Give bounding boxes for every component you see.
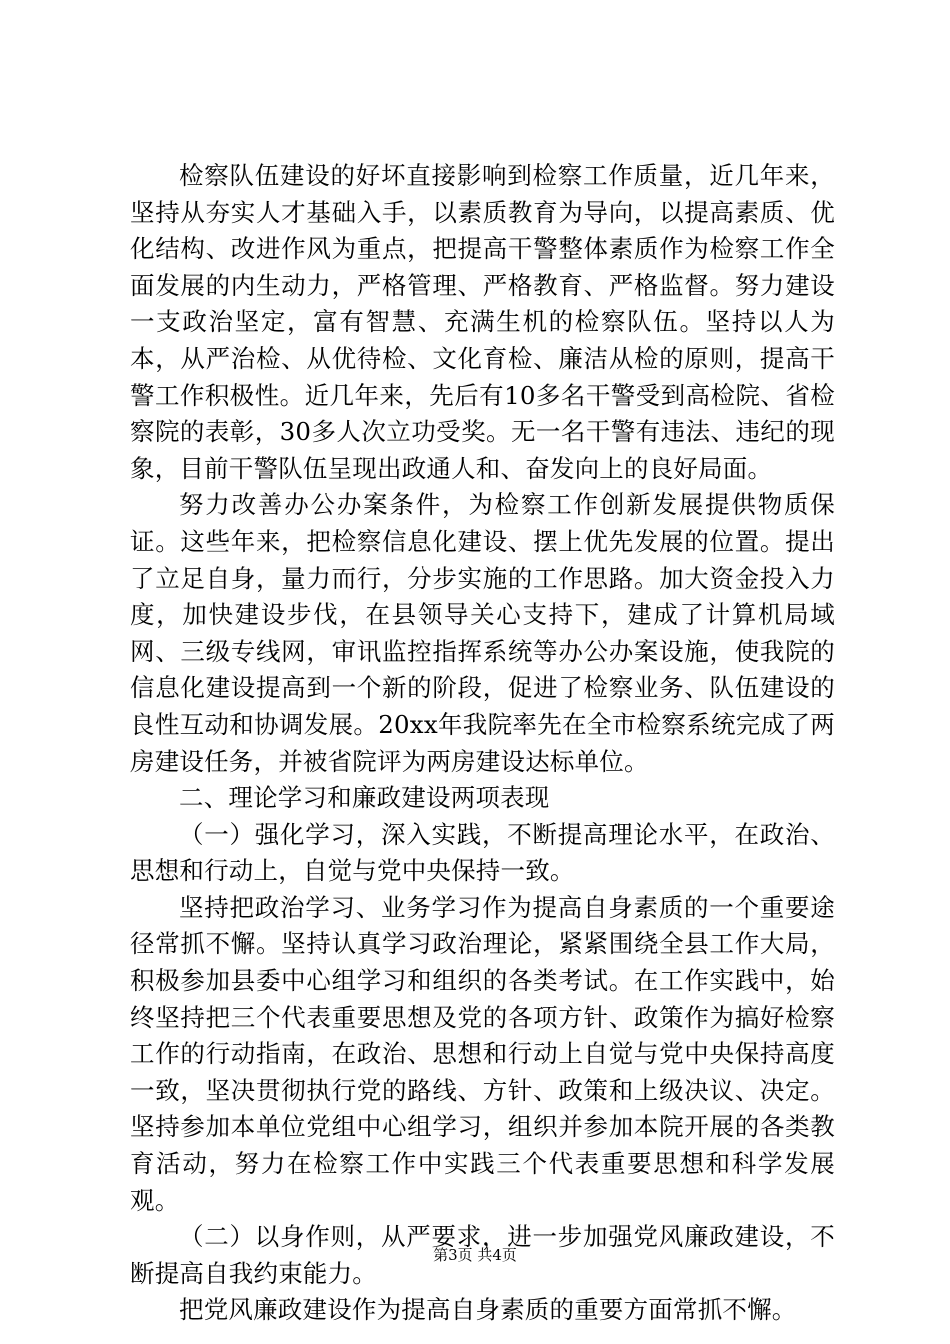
subheading-strengthen-study: （一）强化学习，深入实践，不断提高理论水平，在政治、思想和行动上，自觉与党中央保持一致。 xyxy=(130,819,835,886)
page-footer: 第3页 共4页 xyxy=(433,1246,517,1264)
paragraph-office-conditions: 努力改善办公办案条件，为检察工作创新发展提供物质保证。这些年来，把检察信息化建设、摆上优先发展的位置。提出了立足自身，量力而行，分步实施的工作思路。加大资金投入力度，加快建设步伐，在县领导关心支持下，建成了计算机局域网、三级专线网，审讯监控指挥系统等办公办案设施，使我院的信息化建设提高到一个新的阶段，促进了检察业务、队伍建设的良性互动和协调发展。20xx年我院率先在全市检察系统完成了两房建设任务，并被省院评为两房建设达标单位。 xyxy=(130,490,835,776)
subheading-lead-by-example: （二）以身作则，从严要求，进一步加强党风廉政建设，不断提高自我约束能力。 xyxy=(130,1222,835,1288)
paragraph-team-building: 检察队伍建设的好坏直接影响到检察工作质量，近几年来，坚持从夯实人才基础入手，以素质教育为导向，以提高素质、优化结构、改进作风为重点，把提高干警整体素质作为检察工作全面发展的内生动力，严格管理、严格教育、严格监督。努力建设一支政治坚定，富有智慧、充满生机的检察队伍。坚持以人为本，从严治检、从优待检、文化育检、廉洁从检的原则，提高干警工作积极性。近几年来，先后有10多名干警受到高检院、省检察院的表彰，30多人次立功受奖。无一名干警有违法、违纪的现象，目前干警队伍呈现出政通人和、奋发向上的良好局面。 xyxy=(130,161,835,483)
paragraph-political-study: 坚持把政治学习、业务学习作为提高自身素质的一个重要途径常抓不懈。坚持认真学习政治理论，紧紧围绕全县工作大局，积极参加县委中心组学习和组织的各类考试。在工作实践中，始终坚持把三个代表重要思想及党的各项方针、政策作为搞好检察工作的行动指南，在政治、思想和行动上自觉与党中央保持高度一致，坚决贯彻执行党的路线、方针、政策和上级决议、决定。坚持参加本单位党组中心组学习，组织并参加本院开展的各类教育活动，努力在检察工作中实践三个代表重要思想和科学发展观。 xyxy=(130,892,835,1215)
paragraph-party-conduct: 把党风廉政建设作为提高自身素质的重要方面常抓不懈。 xyxy=(179,1295,797,1325)
section-heading-theory-and-integrity: 二、理论学习和廉政建设两项表现 xyxy=(179,783,550,813)
document-body xyxy=(130,158,835,1329)
